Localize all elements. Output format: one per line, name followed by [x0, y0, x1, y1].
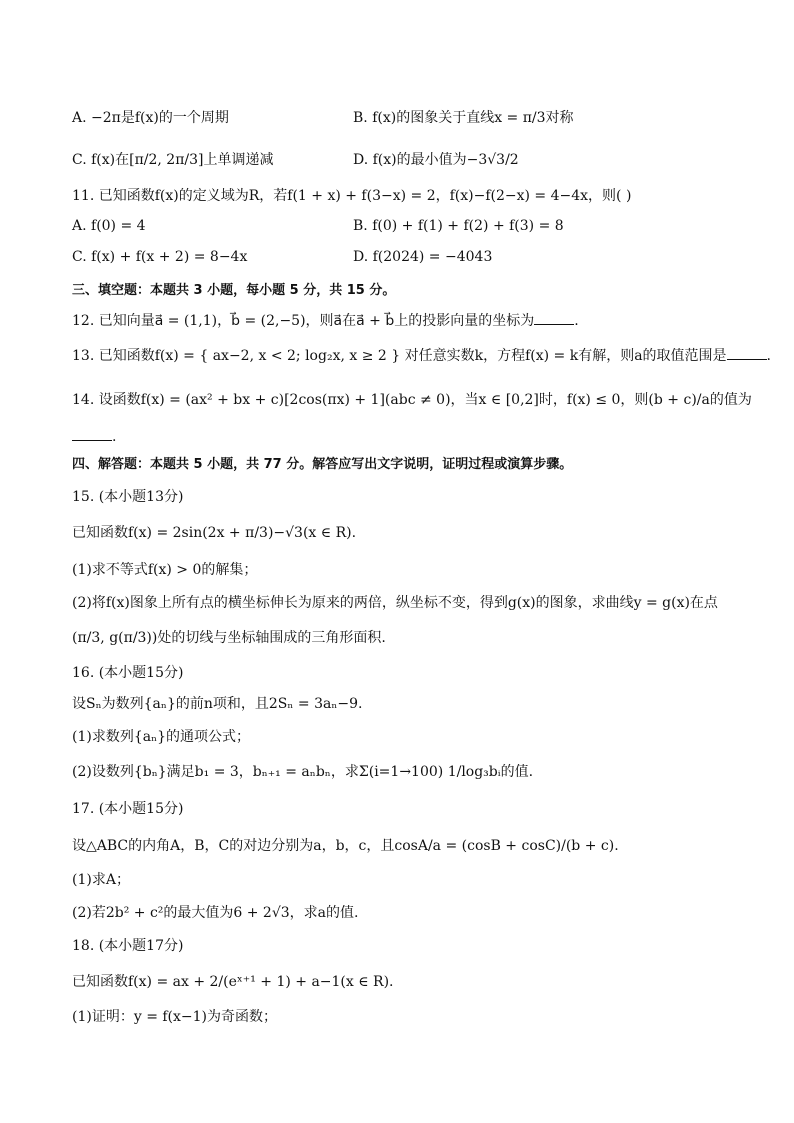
q15-stem: 已知函数f(x) = 2sin(2x + π/3)−√3(x ∈ R). — [72, 525, 357, 541]
q15-part-2-cont: (π/3, g(π/3))处的切线与坐标轴围成的三角形面积. — [72, 630, 386, 646]
q11-option-b: B. f(0) + f(1) + f(2) + f(3) = 8 — [353, 218, 564, 234]
q12-text: 12. 已知向量a⃗ = (1,1)，b⃗ = (2,−5)，则a⃗在a⃗ + b⃗上的投影向量的坐标为 — [72, 313, 535, 329]
q13-answer-blank[interactable] — [727, 345, 767, 360]
q10-option-c: C. f(x)在[π/2, 2π/3]上单调递减 — [72, 152, 274, 168]
q14-answer-line — [72, 426, 116, 447]
q14-answer-blank[interactable] — [72, 426, 112, 441]
q17-stem: 设△ABC的内角A，B，C的对边分别为a，b，c，且cosA/a = (cosB + cosC)/(b + c). — [72, 838, 619, 854]
q17-part-1: (1)求A； — [72, 872, 130, 888]
q12-answer-blank[interactable] — [534, 310, 574, 325]
q18-stem: 已知函数f(x) = ax + 2/(eˣ⁺¹ + 1) + a−1(x ∈ R). — [72, 974, 394, 990]
q14-text: 14. 设函数f(x) = (ax² + bx + c)[2cos(πx) + 1](abc ≠ 0)，当x ∈ [0,2]时，f(x) ≤ 0，则(b + c)/a的值为 — [72, 392, 752, 408]
q12-end: . — [574, 313, 579, 329]
q15-part-2: (2)将f(x)图象上所有点的横坐标伸长为原来的两倍，纵坐标不变，得到g(x)的图象，求曲线y = g(x)在点 — [72, 595, 718, 611]
q10-option-b: B. f(x)的图象关于直线x = π/3对称 — [353, 110, 574, 126]
q15-title: 15. (本小题13分) — [72, 489, 184, 505]
q11-option-a: A. f(0) = 4 — [72, 218, 146, 234]
section-3-header: 三、填空题：本题共 3 小题，每小题 5 分，共 15 分。 — [72, 283, 396, 298]
q10-option-d: D. f(x)的最小值为−3√3/2 — [353, 152, 519, 168]
section-4-header: 四、解答题：本题共 5 小题，共 77 分。解答应写出文字说明，证明过程或演算步骤。 — [72, 457, 573, 472]
q18-part-1: (1)证明：y = f(x−1)为奇函数； — [72, 1009, 278, 1025]
q16-part-2: (2)设数列{bₙ}满足b₁ = 3，bₙ₊₁ = aₙbₙ，求Σ(i=1→100) 1/log₃bᵢ的值. — [72, 764, 534, 780]
q11-stem: 11. 已知函数f(x)的定义域为R，若f(1 + x) + f(3−x) = 2，f(x)−f(2−x) = 4−4x，则( ) — [72, 188, 632, 204]
q16-part-1: (1)求数列{aₙ}的通项公式； — [72, 729, 251, 745]
q13-end: . — [766, 348, 771, 364]
q11-option-c: C. f(x) + f(x + 2) = 8−4x — [72, 249, 248, 265]
q18-title: 18. (本小题17分) — [72, 938, 184, 954]
q16-title: 16. (本小题15分) — [72, 665, 184, 681]
q12 — [72, 310, 579, 331]
q14-end: . — [112, 429, 117, 445]
q16-stem: 设Sₙ为数列{aₙ}的前n项和，且2Sₙ = 3aₙ−9. — [72, 696, 363, 712]
q17-title: 17. (本小题15分) — [72, 801, 184, 817]
q13-text: 13. 已知函数f(x) = { ax−2, x < 2; log₂x, x ≥ 2 } 对任意实数k，方程f(x) = k有解，则a的取值范围是 — [72, 348, 727, 364]
q15-part-1: (1)求不等式f(x) > 0的解集； — [72, 562, 258, 578]
q17-part-2: (2)若2b² + c²的最大值为6 + 2√3，求a的值. — [72, 905, 359, 921]
q11-option-d: D. f(2024) = −4043 — [353, 249, 493, 265]
q13 — [72, 345, 771, 366]
q10-option-a: A. −2π是f(x)的一个周期 — [72, 110, 229, 126]
